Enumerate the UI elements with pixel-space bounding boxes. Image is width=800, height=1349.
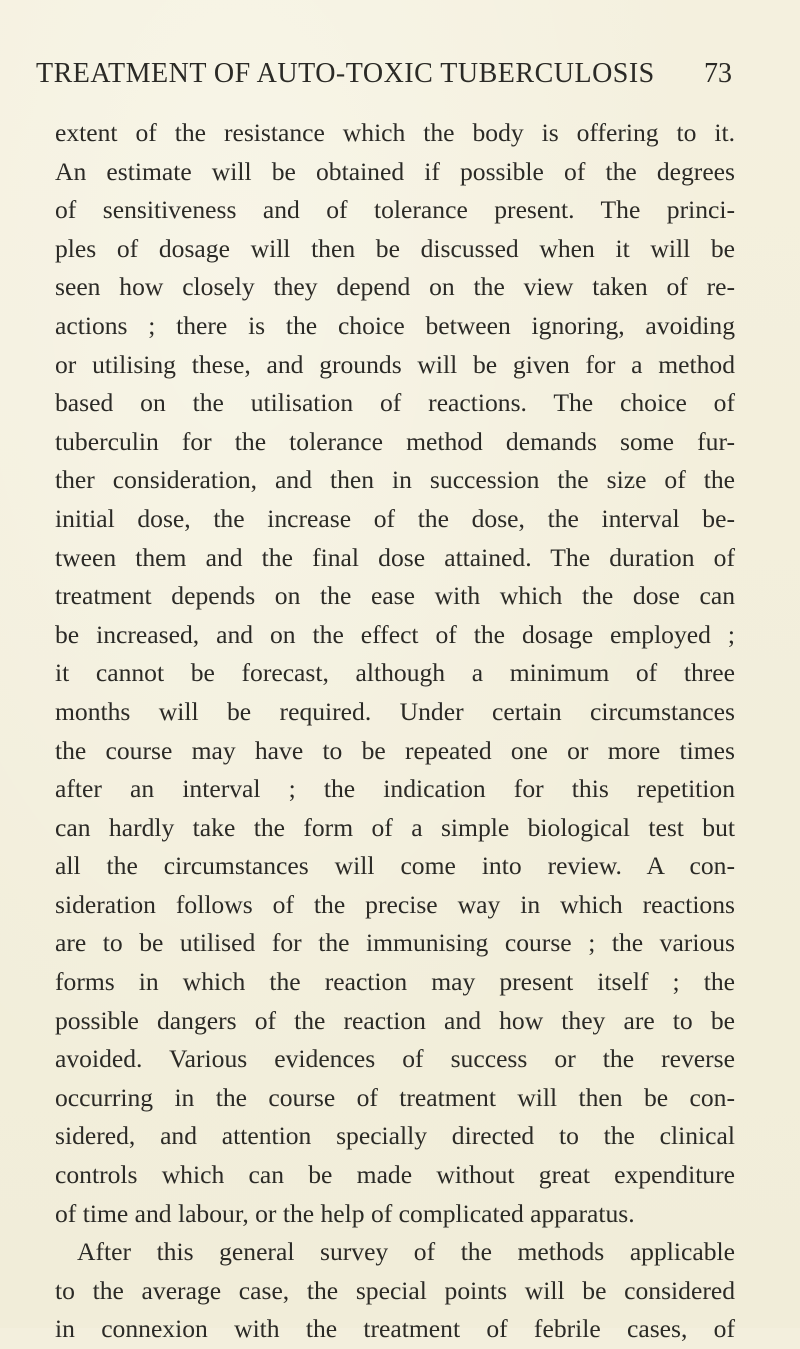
text-line: ther consideration, and then in succession the size of the (55, 465, 735, 495)
text-line: after an interval ; the indication for this repetition (55, 774, 735, 804)
text-line: An estimate will be obtained if possible of the degrees (55, 156, 735, 186)
text-line: be increased, and on the effect of the dosage employed ; (55, 619, 735, 649)
page-number: 73 (704, 58, 732, 89)
page-header (36, 58, 732, 96)
text-line: actions ; there is the choice between ignoring, avoiding (55, 310, 735, 340)
text-line: are to be utilised for the immunising course ; the various (55, 928, 735, 958)
text-line: it cannot be forecast, although a minimum of three (55, 658, 735, 688)
text-line: of time and labour, or the help of complicated apparatus. (55, 1198, 635, 1228)
text-line: After this general survey of the methods applicable (77, 1237, 735, 1267)
text-line: based on the utilisation of reactions. The choice of (55, 388, 735, 418)
text-line: in connexion with the treatment of febrile cases, of (55, 1314, 735, 1344)
text-line: possible dangers of the reaction and how they are to be (55, 1005, 735, 1035)
text-line: of sensitiveness and of tolerance present. The princi- (55, 195, 735, 225)
text-line: tuberculin for the tolerance method demands some fur- (55, 426, 735, 456)
text-line: avoided. Various evidences of success or the reverse (55, 1044, 735, 1074)
text-line: sidered, and attention specially directed to the clinical (55, 1121, 735, 1151)
text-line: ples of dosage will then be discussed when it will be (55, 233, 735, 263)
text-line: controls which can be made without great expenditure (55, 1160, 735, 1190)
text-line: seen how closely they depend on the view taken of re- (55, 272, 735, 302)
text-line: to the average case, the special points will be considered (55, 1275, 735, 1305)
text-line: or utilising these, and grounds will be given for a method (55, 349, 735, 379)
text-line: sideration follows of the precise way in which reactions (55, 889, 735, 919)
running-title: TREATMENT OF AUTO-TOXIC TUBERCULOSIS (36, 58, 655, 89)
text-line: the course may have to be repeated one or more times (55, 735, 735, 765)
text-line: months will be required. Under certain circumstances (55, 696, 735, 726)
text-line: forms in which the reaction may present itself ; the (55, 967, 735, 997)
text-line: occurring in the course of treatment will then be con- (55, 1082, 735, 1112)
text-line: all the circumstances will come into review. A con- (55, 851, 735, 881)
text-line: extent of the resistance which the body is offering to it. (55, 118, 735, 147)
text-line: treatment depends on the ease with which the dose can (55, 581, 735, 611)
body-text (55, 114, 735, 1349)
text-line: tween them and the final dose attained. The duration of (55, 542, 735, 572)
text-line: can hardly take the form of a simple biological test but (55, 812, 735, 842)
text-line: initial dose, the increase of the dose, the interval be- (55, 503, 735, 533)
